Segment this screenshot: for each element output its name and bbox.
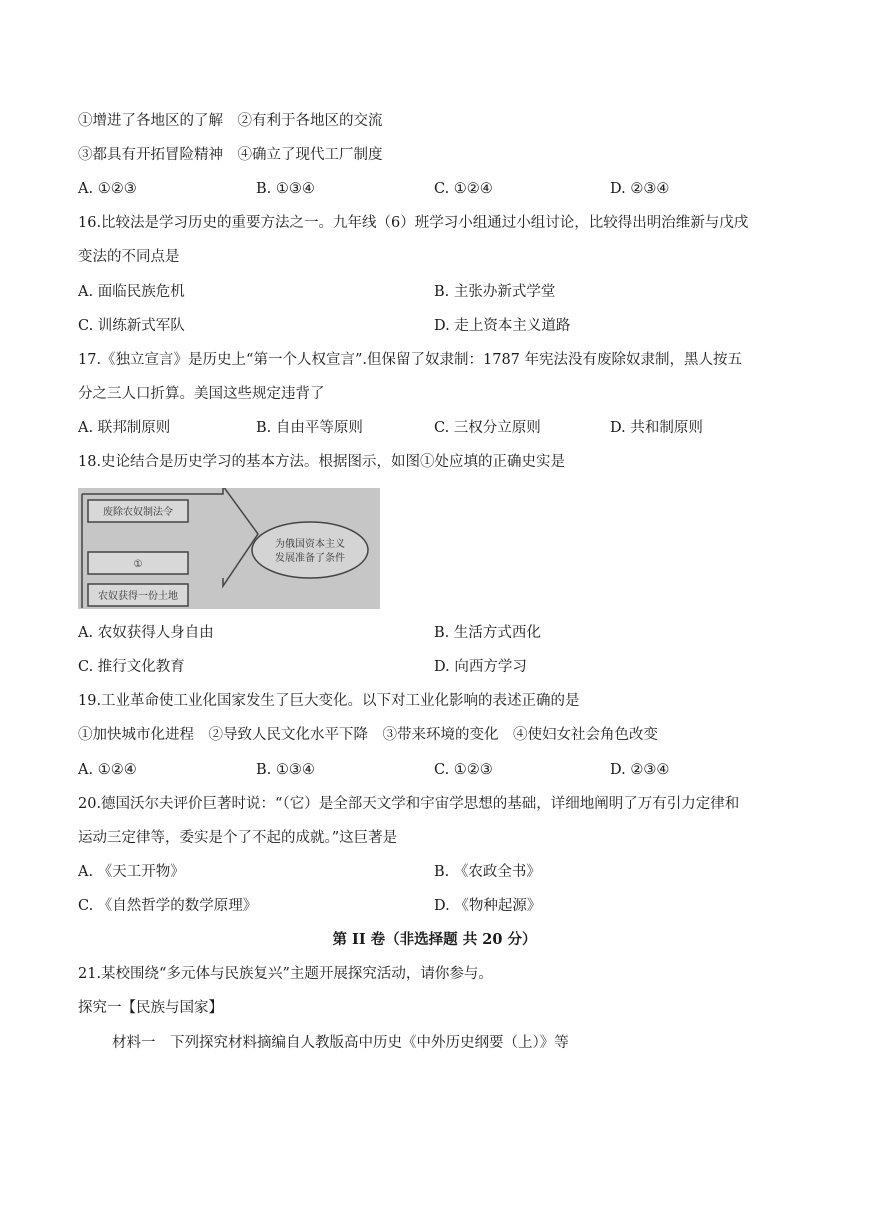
- q15-option-a: A. ①②③: [78, 181, 137, 197]
- diagram-oval-line2: 发展准备了条件: [275, 553, 345, 564]
- q17-stem-line1: 17.《独立宣言》是历史上“第一个人权宣言”.但保留了奴隶制：1787 年宪法没有废除奴隶制，黑人按五: [78, 352, 743, 368]
- q15-option-c: C. ①②④: [434, 181, 493, 197]
- q21-material-1: 材料一 下列探究材料摘编自人教版高中历史《中外历史纲要（上）》等: [112, 1035, 569, 1051]
- q19-statements: ①加快城市化进程 ②导致人民文化水平下降 ③带来环境的变化 ④使妇女社会角色改变: [78, 727, 658, 743]
- section-2-title: 第 II 卷（非选择题 共 20 分）: [332, 931, 537, 948]
- q18-diagram-photo: [78, 488, 380, 609]
- q16-option-a: A. 面临民族危机: [78, 284, 185, 300]
- q19-option-d: D. ②③④: [610, 762, 670, 778]
- q19-option-a: A. ①②④: [78, 762, 137, 778]
- q18-stem: 18.史论结合是历史学习的基本方法。根据图示，如图①处应填的正确史实是: [78, 454, 566, 470]
- q15-statement-3-4: ③都具有开拓冒险精神 ④确立了现代工厂制度: [78, 147, 383, 163]
- q16-stem-line2: 变法的不同点是: [78, 249, 180, 265]
- q20-option-d: D. 《物种起源》: [434, 898, 542, 914]
- q20-stem-line2: 运动三定律等，委实是个了不起的成就。”这巨著是: [78, 830, 398, 846]
- q16-stem-line1: 16.比较法是学习历史的重要方法之一。九年线（6）班学习小组通过小组讨论，比较得出明治维新与戊戌: [78, 215, 749, 231]
- q15-option-b: B. ①③④: [256, 181, 315, 197]
- q20-option-a: A. 《天工开物》: [78, 864, 185, 880]
- q21-explore-1-heading: 探究一【民族与国家】: [78, 1000, 223, 1016]
- q20-option-b: B. 《农政全书》: [434, 864, 541, 880]
- q19-option-c: C. ①②③: [434, 762, 493, 778]
- q17-option-a: A. 联邦制原则: [78, 420, 171, 436]
- diagram-box-decree-label: 废除农奴制法令: [103, 507, 173, 518]
- diagram-oval-result: [252, 522, 368, 578]
- q20-option-c: C. 《自然哲学的数学原理》: [78, 898, 258, 914]
- q18-option-c: C. 推行文化教育: [78, 659, 185, 675]
- diagram-oval-line1: 为俄国资本主义: [275, 539, 345, 550]
- q16-option-b: B. 主张办新式学堂: [434, 284, 556, 300]
- q19-stem: 19.工业革命使工业化国家发生了巨大变化。以下对工业化影响的表述正确的是: [78, 693, 580, 709]
- q15-option-d: D. ②③④: [610, 181, 670, 197]
- q20-stem-line1: 20.德国沃尔夫评价巨著时说：“（它）是全部天文学和宇宙学思想的基础，详细地阐明了万有引力定律和: [78, 796, 740, 812]
- q21-stem: 21.某校围绕“多元体与民族复兴”主题开展探究活动，请你参与。: [78, 966, 493, 982]
- q16-option-d: D. 走上资本主义道路: [434, 318, 571, 334]
- q15-statement-1-2: ①增进了各地区的了解 ②有利于各地区的交流: [78, 113, 383, 129]
- q18-option-b: B. 生活方式西化: [434, 625, 541, 641]
- diagram-box-land-label: 农奴获得一份土地: [98, 591, 178, 602]
- diagram-box-blank-label: ①: [133, 559, 143, 570]
- q18-option-a: A. 农奴获得人身自由: [78, 625, 214, 641]
- q17-option-d: D. 共和制原则: [610, 420, 703, 436]
- q17-option-c: C. 三权分立原则: [434, 420, 541, 436]
- q17-stem-line2: 分之三人口折算。美国这些规定违背了: [78, 386, 325, 402]
- q16-option-c: C. 训练新式军队: [78, 318, 185, 334]
- q18-option-d: D. 向西方学习: [434, 659, 527, 675]
- q19-option-b: B. ①③④: [256, 762, 315, 778]
- q17-option-b: B. 自由平等原则: [256, 420, 363, 436]
